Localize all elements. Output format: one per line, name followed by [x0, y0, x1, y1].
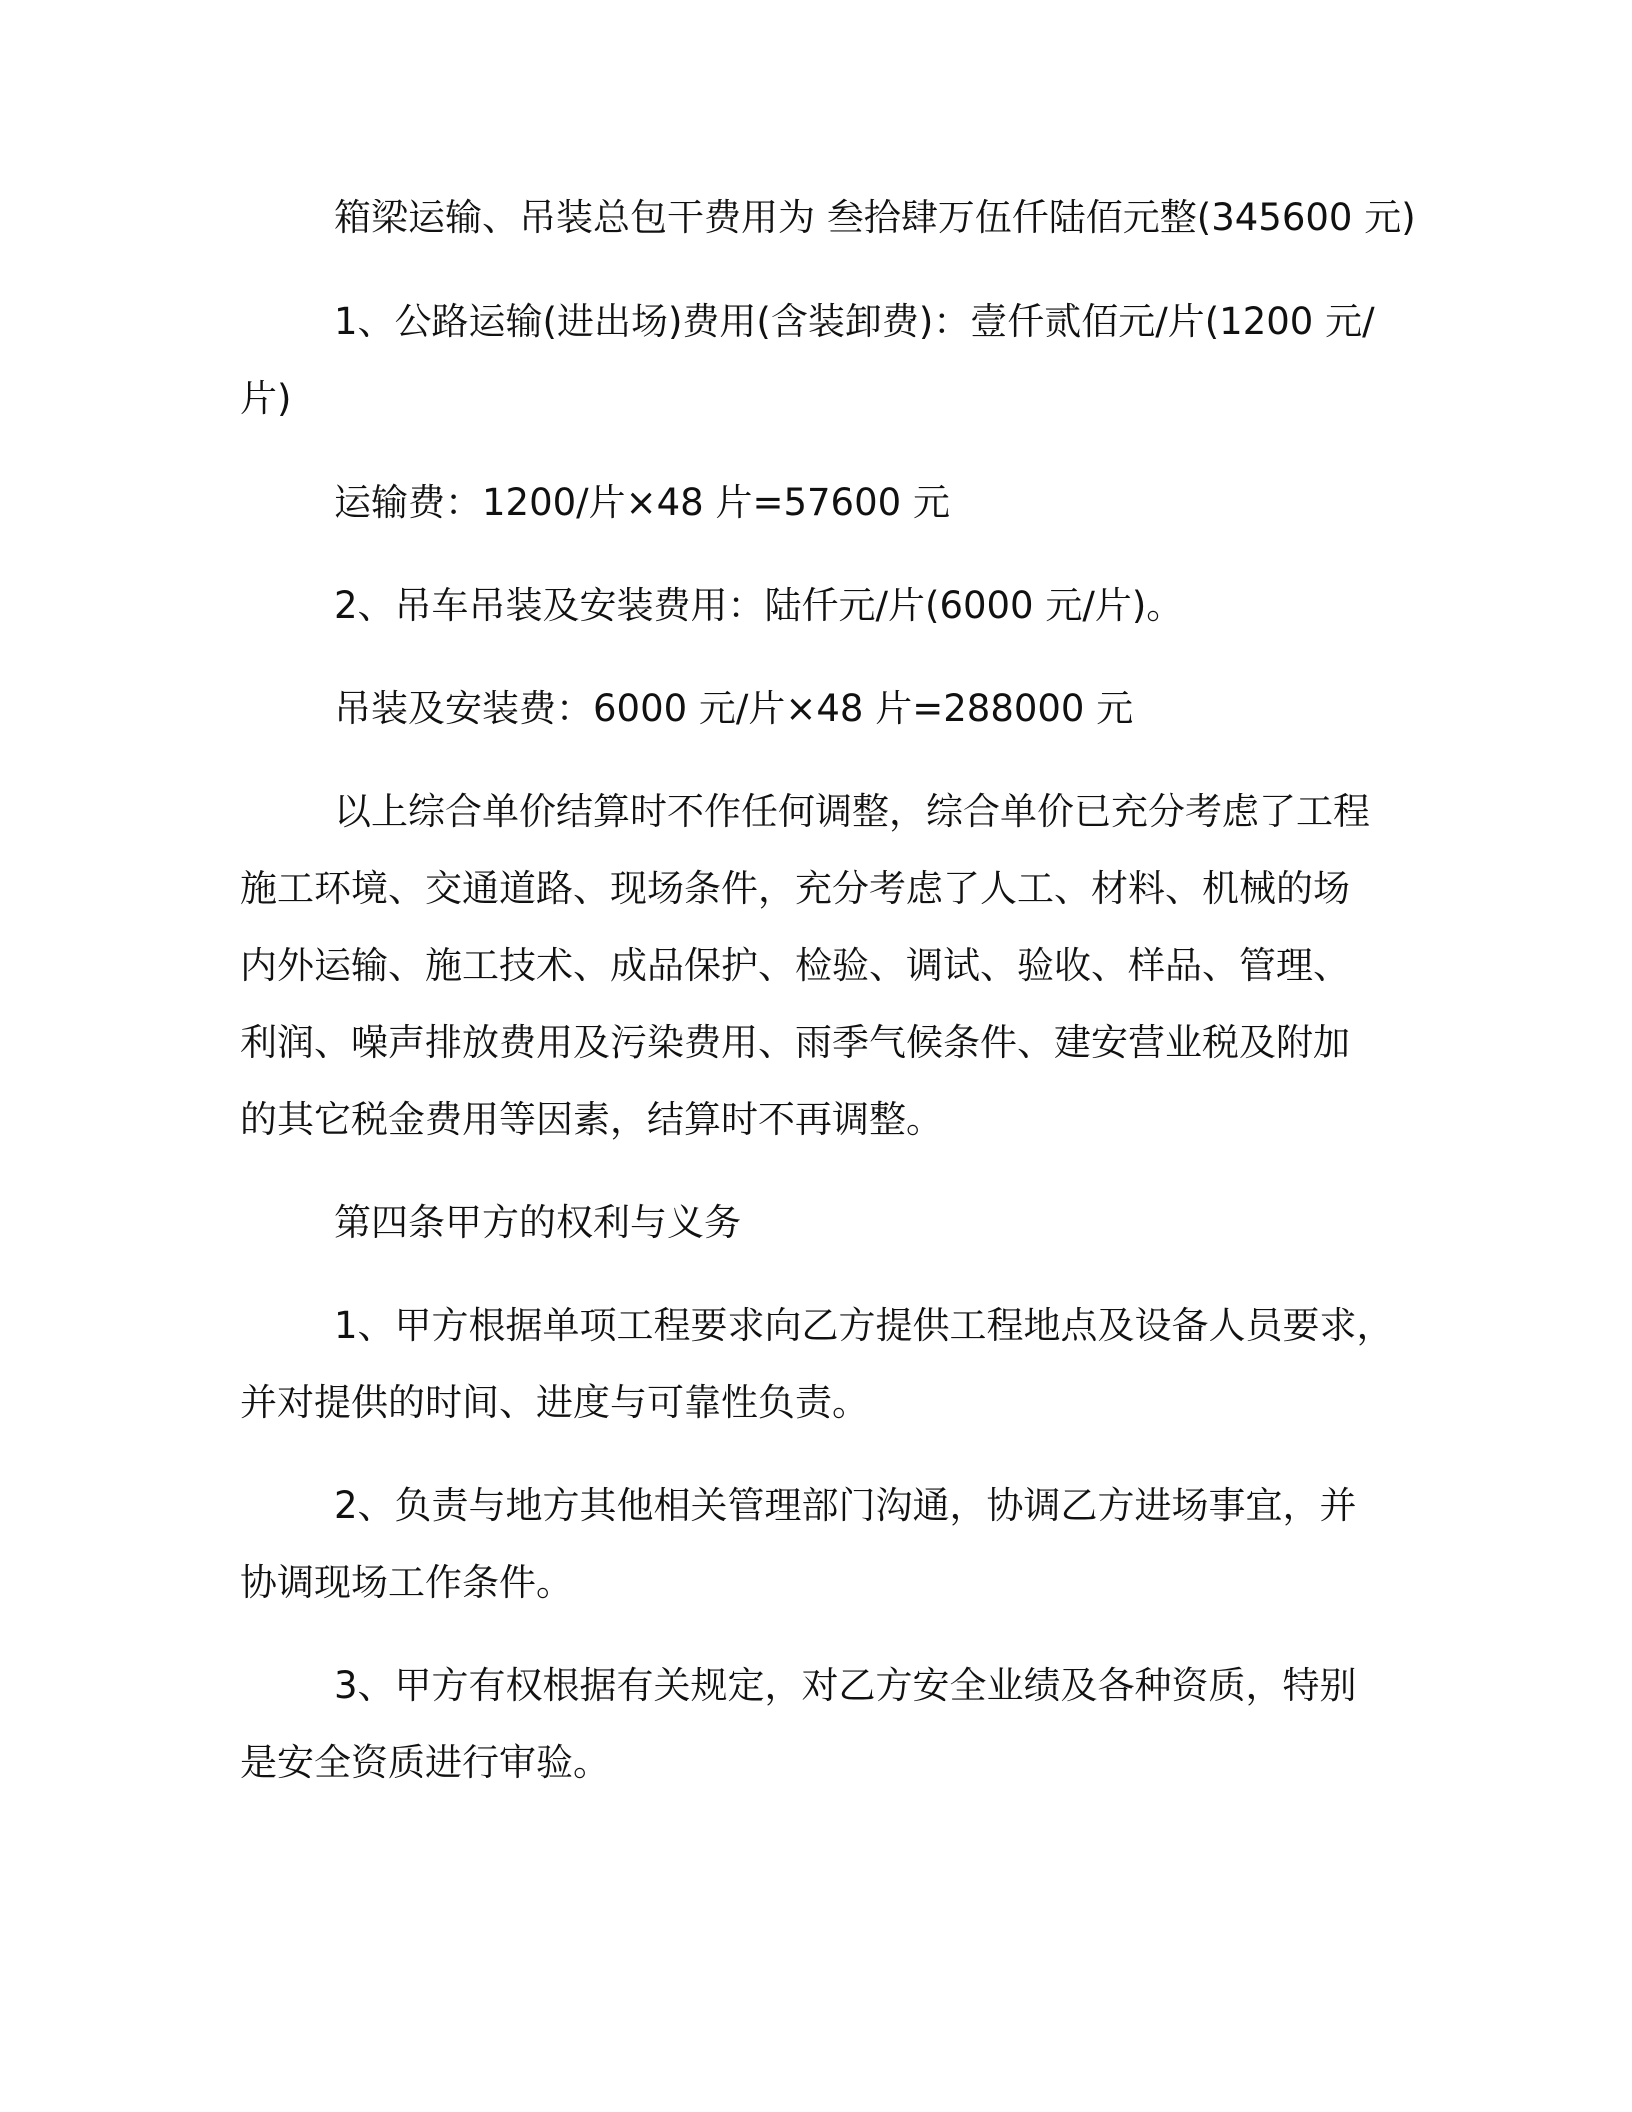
party-a-duty-3-line-1: 3、甲方有权根据有关规定，对乙方安全业绩及各种资质，特别 [334, 1664, 1357, 1707]
party-a-duty-1-line-1: 1、甲方根据单项工程要求向乙方提供工程地点及设备人员要求， [334, 1304, 1394, 1347]
crane-install-fee-line: 2、吊车吊装及安装费用：陆仟元/片(6000 元/片)。 [334, 584, 1184, 627]
party-a-duty-2-line-1: 2、负责与地方其他相关管理部门沟通，协调乙方进场事宜，并 [334, 1484, 1357, 1527]
unit-price-paragraph-line-1: 以上综合单价结算时不作任何调整，综合单价已充分考虑了工程 [334, 790, 1370, 833]
article-four-heading: 第四条甲方的权利与义务 [334, 1201, 741, 1244]
party-a-duty-1-line-2: 并对提供的时间、进度与可靠性负责。 [240, 1381, 869, 1424]
transport-cost-calc-line: 运输费：1200/片×48 片=57600 元 [334, 481, 950, 524]
unit-price-paragraph-line-2: 施工环境、交通道路、现场条件，充分考虑了人工、材料、机械的场 [240, 867, 1350, 910]
road-transport-fee-line: 1、公路运输(进出场)费用(含装卸费)：壹仟贰佰元/片(1200 元/ [334, 300, 1375, 343]
total-fee-line: 箱梁运输、吊装总包干费用为 叁拾肆万伍仟陆佰元整(345600 元) [334, 196, 1416, 239]
road-transport-fee-line-cont: 片) [240, 377, 292, 420]
unit-price-paragraph-line-4: 利润、噪声排放费用及污染费用、雨季气候条件、建安营业税及附加 [240, 1021, 1350, 1064]
install-cost-calc-line: 吊装及安装费：6000 元/片×48 片=288000 元 [334, 687, 1134, 730]
unit-price-paragraph-line-5: 的其它税金费用等因素，结算时不再调整。 [240, 1098, 943, 1141]
party-a-duty-2-line-2: 协调现场工作条件。 [240, 1561, 573, 1604]
unit-price-paragraph-line-3: 内外运输、施工技术、成品保护、检验、调试、验收、样品、管理、 [240, 944, 1350, 987]
party-a-duty-3-line-2: 是安全资质进行审验。 [240, 1741, 610, 1784]
